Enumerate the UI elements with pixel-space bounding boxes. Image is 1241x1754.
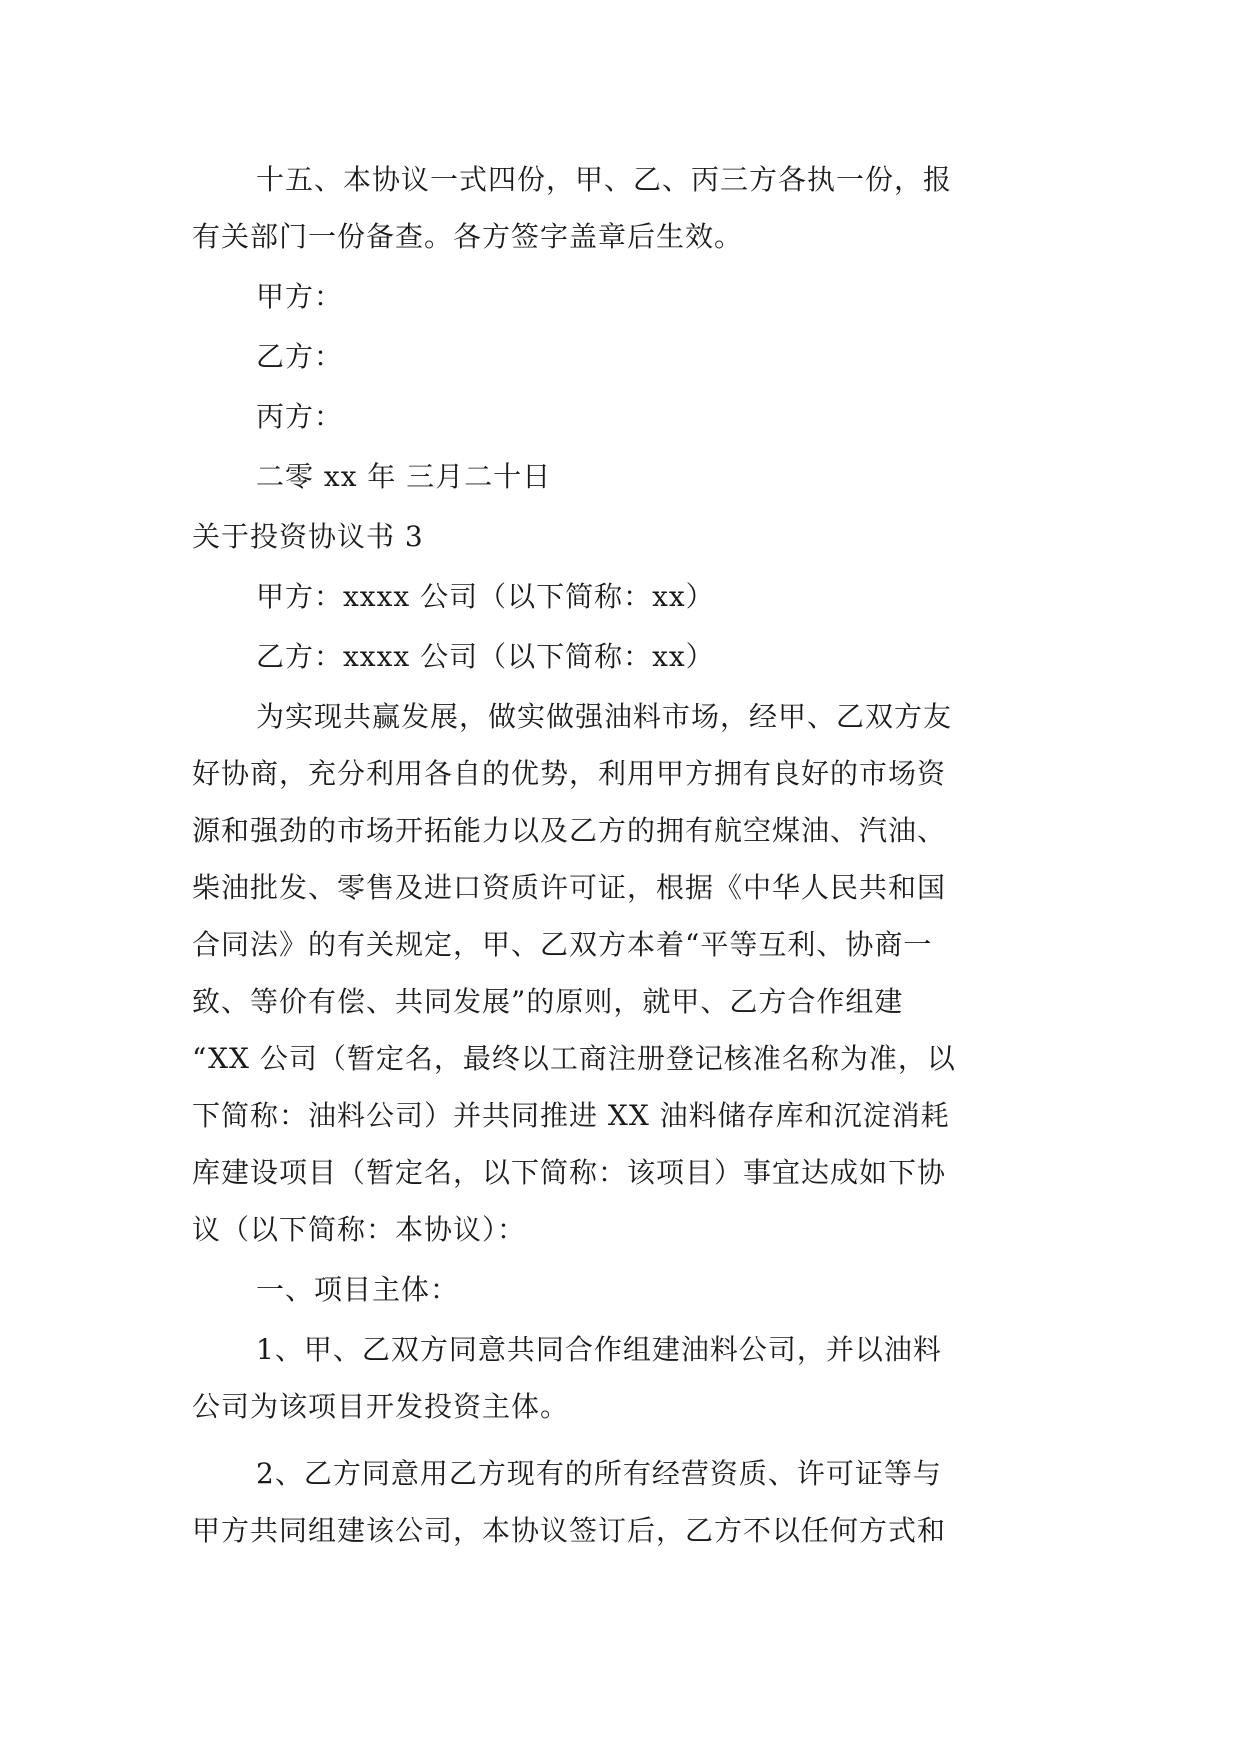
text-line: 柴油批发、零售及进口资质许可证，根据《中华人民共和国 xyxy=(192,871,947,904)
text-line: 为实现共赢发展，做实做强油料市场，经甲、乙双方友 xyxy=(256,700,953,733)
text-line: 公司为该项目开发投资主体。 xyxy=(192,1390,570,1423)
text-line: 二零 xx 年 三月二十日 xyxy=(256,460,552,493)
text-line: 库建设项目（暂定名，以下简称：该项目）事宜达成如下协 xyxy=(192,1156,947,1189)
text-line: 致、等价有偿、共同发展”的原则，就甲、乙方合作组建 xyxy=(192,985,904,1018)
text-line: 好协商，充分利用各自的优势，利用甲方拥有良好的市场资 xyxy=(192,757,947,790)
text-line: 有关部门一份备查。各方签字盖章后生效。 xyxy=(192,220,744,253)
text-line: 乙方： xyxy=(256,340,344,373)
text-line: 源和强劲的市场开拓能力以及乙方的拥有航空煤油、汽油、 xyxy=(192,814,947,847)
text-line: 2、乙方同意用乙方现有的所有经营资质、许可证等与 xyxy=(256,1457,942,1490)
text-line: 乙方：xxxx 公司（以下简称：xx） xyxy=(256,640,715,673)
text-line: 议（以下简称：本协议）： xyxy=(192,1213,527,1246)
text-line: “XX 公司（暂定名，最终以工商注册登记核准名称为准，以 xyxy=(192,1042,956,1075)
text-line: 甲方：xxxx 公司（以下简称：xx） xyxy=(256,580,715,613)
text-line: 关于投资协议书 3 xyxy=(192,520,424,553)
document-body xyxy=(192,160,1052,1551)
text-line: 1、甲、乙双方同意共同合作组建油料公司，并以油料 xyxy=(256,1333,942,1366)
text-line: 合同法》的有关规定，甲、乙双方本着“平等互利、协商一 xyxy=(192,928,933,961)
text-line: 甲方共同组建该公司，本协议签订后，乙方不以任何方式和 xyxy=(192,1514,947,1547)
text-line: 十五、本协议一式四份，甲、乙、丙三方各执一份，报 xyxy=(256,163,953,196)
text-line: 一、项目主体： xyxy=(256,1273,460,1306)
text-line: 下简称：油料公司）并共同推进 XX 油料储存库和沉淀消耗 xyxy=(192,1099,950,1132)
text-line: 甲方： xyxy=(256,280,344,313)
text-line: 丙方： xyxy=(256,400,344,433)
